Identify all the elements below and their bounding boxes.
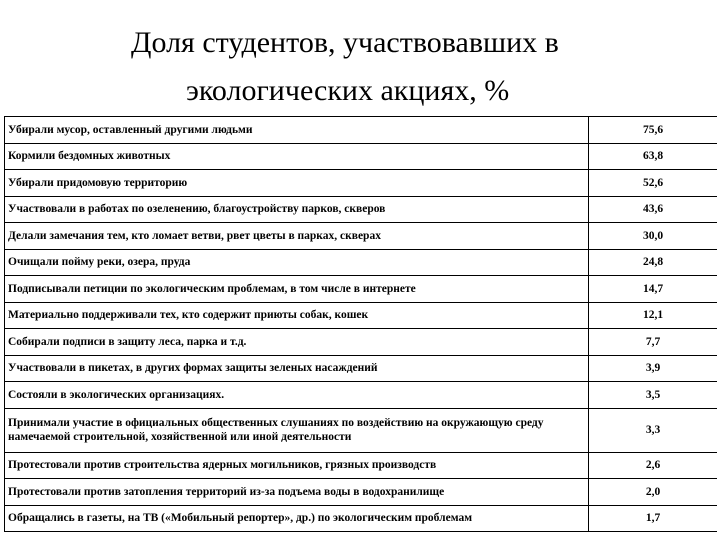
table-body	[5, 117, 718, 532]
action-label: Кормили бездомных животных	[5, 143, 589, 170]
table-row	[5, 196, 718, 223]
table-row	[5, 143, 718, 170]
percent-value: 63,8	[589, 143, 718, 170]
action-label: Протестовали против строительства ядерных могильников, грязных производств	[5, 452, 589, 479]
table-row	[5, 302, 718, 329]
table-row	[5, 249, 718, 276]
action-label: Обращались в газеты, на ТВ («Мобильный репортер», др.) по экологическим проблемам	[5, 505, 589, 532]
table-row	[5, 117, 718, 144]
table-row	[5, 170, 718, 197]
percent-value: 14,7	[589, 276, 718, 303]
percent-value: 3,3	[589, 408, 718, 452]
action-label: Убирали придомовую территорию	[5, 170, 589, 197]
table-container	[4, 116, 717, 540]
percent-value: 3,9	[589, 355, 718, 382]
action-label: Материально поддерживали тех, кто содержит приюты собак, кошек	[5, 302, 589, 329]
table-row	[5, 276, 718, 303]
percent-value: 2,0	[589, 479, 718, 506]
percent-value: 52,6	[589, 170, 718, 197]
percent-value: 1,7	[589, 505, 718, 532]
action-label: Участвовали в работах по озеленению, благоустройству парков, скверов	[5, 196, 589, 223]
percent-value: 75,6	[589, 117, 718, 144]
action-label: Подписывали петиции по экологическим проблемам, в том числе в интернете	[5, 276, 589, 303]
table-row	[5, 452, 718, 479]
percent-value: 7,7	[589, 329, 718, 356]
title-line-2: экологических акциях, %	[186, 74, 510, 107]
percent-value: 24,8	[589, 249, 718, 276]
action-label: Участвовали в пикетах, в других формах защиты зеленых насаждений	[5, 355, 589, 382]
action-label: Делали замечания тем, кто ломает ветви, рвет цветы в парках, скверах	[5, 223, 589, 250]
table-row	[5, 479, 718, 506]
action-label: Очищали пойму реки, озера, пруда	[5, 249, 589, 276]
percent-value: 30,0	[589, 223, 718, 250]
table-row	[5, 382, 718, 409]
action-label: Убирали мусор, оставленный другими людьми	[5, 117, 589, 144]
table-row	[5, 223, 718, 250]
action-label: Протестовали против затопления территорий из-за подъема воды в водохранилище	[5, 479, 589, 506]
percent-value: 3,5	[589, 382, 718, 409]
eco-actions-table	[4, 116, 717, 532]
table-row	[5, 408, 718, 452]
table-row	[5, 505, 718, 532]
percent-value: 2,6	[589, 452, 718, 479]
action-label: Собирали подписи в защиту леса, парка и т.д.	[5, 329, 589, 356]
table-row	[5, 329, 718, 356]
percent-value: 12,1	[589, 302, 718, 329]
action-label: Состояли в экологических организациях.	[5, 382, 589, 409]
table-row	[5, 355, 718, 382]
action-label: Принимали участие в официальных общественных слушаниях по воздействию на окружающую среду намечаемой строительной, хозяйственной или иной деятельности	[5, 408, 589, 452]
title-line-1: Доля студентов, участвовавших в	[131, 26, 559, 59]
percent-value: 43,6	[589, 196, 718, 223]
